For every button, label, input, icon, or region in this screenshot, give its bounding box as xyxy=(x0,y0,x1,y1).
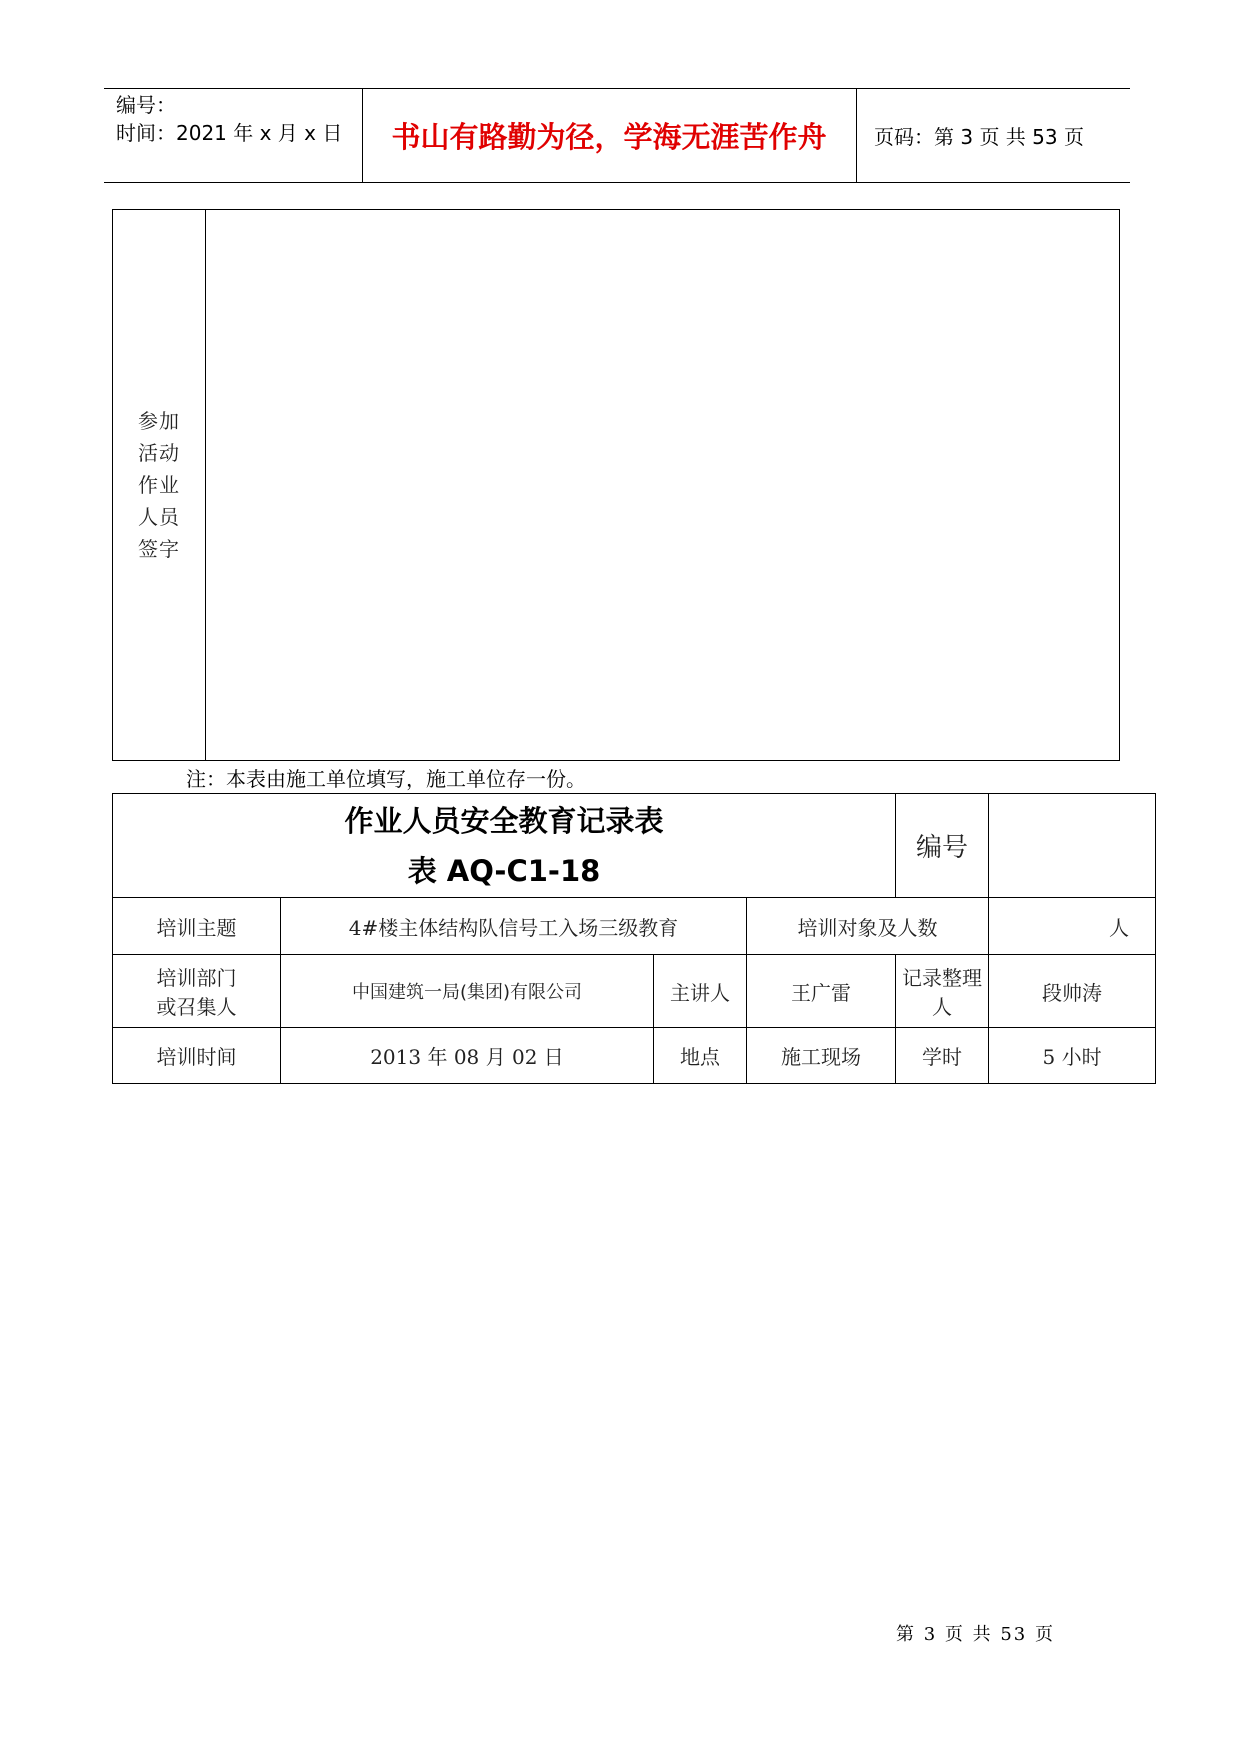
education-record-table xyxy=(112,793,1156,1084)
target-label: 培训对象及人数 xyxy=(747,898,989,955)
recorder-value[interactable]: 段帅涛 xyxy=(989,955,1156,1028)
header-divider-left xyxy=(362,89,363,182)
dept-value[interactable]: 中国建筑一局(集团)有限公司 xyxy=(281,955,654,1028)
speaker-value[interactable]: 王广雷 xyxy=(747,955,896,1028)
place-value[interactable]: 施工现场 xyxy=(747,1028,896,1084)
signature-label-line: 参加 xyxy=(138,409,180,433)
topic-value[interactable]: 4#楼主体结构队信号工入场三级教育 xyxy=(281,898,747,955)
speaker-label: 主讲人 xyxy=(654,955,747,1028)
signature-box xyxy=(112,209,1120,761)
recorder-label: 记录整理人 xyxy=(896,955,989,1028)
header-number-label: 编号： xyxy=(116,93,176,117)
signature-label-line: 签字 xyxy=(138,537,180,561)
signature-label xyxy=(113,210,205,760)
header-meta xyxy=(116,91,342,147)
number-value[interactable] xyxy=(989,794,1156,898)
place-label: 地点 xyxy=(654,1028,747,1084)
hours-value[interactable]: 5 小时 xyxy=(989,1028,1156,1084)
header-page-number: 页码：第 3 页 共 53 页 xyxy=(874,125,1084,149)
dept-label-line1: 培训部门 xyxy=(156,966,237,990)
dept-label xyxy=(113,955,281,1028)
target-value[interactable]: 人 xyxy=(989,898,1156,955)
header-motto: 书山有路勤为径，学海无涯苦作舟 xyxy=(391,120,827,154)
table-title: 作业人员安全教育记录表 xyxy=(344,803,664,838)
topic-label: 培训主题 xyxy=(113,898,281,955)
signature-label-line: 活动 xyxy=(138,441,180,465)
table-note: 注：本表由施工单位填写，施工单位存一份。 xyxy=(186,767,586,791)
page-header xyxy=(104,88,1130,183)
signature-label-line: 人员 xyxy=(138,505,180,529)
number-label: 编号 xyxy=(896,794,989,898)
table-title-cell xyxy=(113,794,896,898)
table-subtitle: 表 AQ-C1-18 xyxy=(407,853,601,888)
time-label: 培训时间 xyxy=(113,1028,281,1084)
time-value[interactable]: 2013 年 08 月 02 日 xyxy=(281,1028,654,1084)
header-divider-right xyxy=(856,89,857,182)
signature-area[interactable] xyxy=(206,210,1119,760)
header-time: 时间：2021 年 x 月 x 日 xyxy=(116,121,343,145)
dept-label-line2: 或召集人 xyxy=(156,995,237,1019)
page-footer: 第 3 页 共 53 页 xyxy=(896,1624,1055,1645)
signature-label-line: 作业 xyxy=(138,473,180,497)
hours-label: 学时 xyxy=(896,1028,989,1084)
